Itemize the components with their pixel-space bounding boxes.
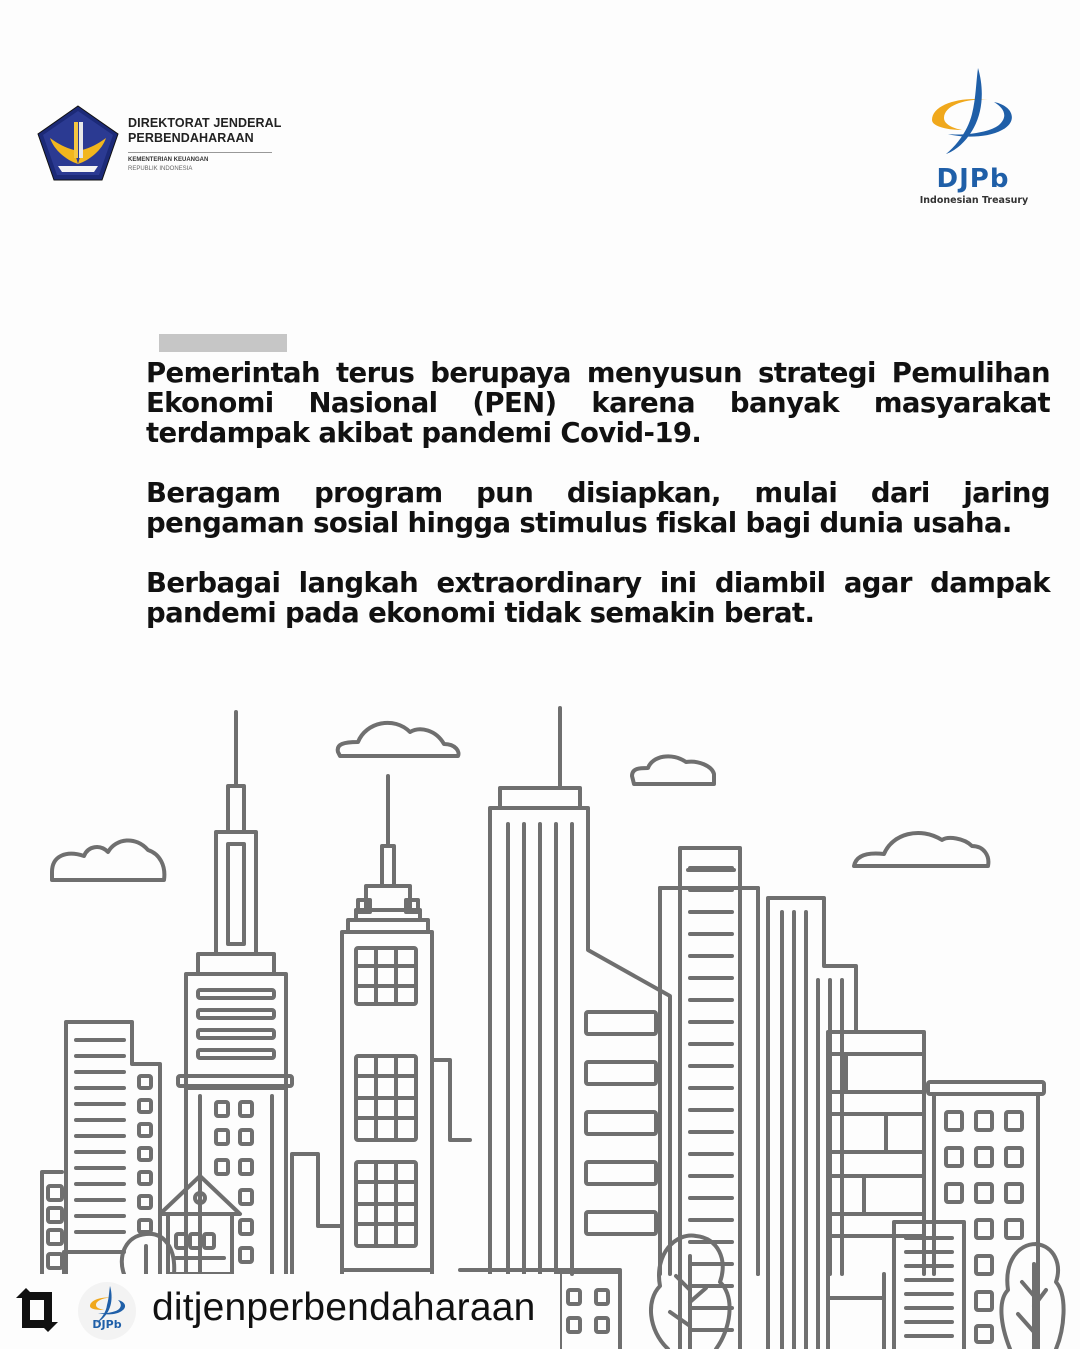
paragraph: Pemerintah terus berupaya menyusun strategi Pemulihan Ekonomi Nasional (PEN) karena banyak masyarakat terdampak akibat pandemi Covid-19. (146, 357, 1050, 449)
paragraph: Beragam program pun disiapkan, mulai dari jaring pengaman sosial hingga stimulus fiskal bagi dunia usaha. (146, 477, 1050, 539)
paragraph: Berbagai langkah extraordinary ini diambil agar dampak pandemi pada ekonomi tidak semakin berat. (146, 567, 1050, 629)
cloud-icon (338, 723, 459, 756)
avatar[interactable] (78, 1282, 136, 1340)
org-name (128, 116, 282, 146)
logo-divider (128, 152, 272, 153)
kemenkeu-logo (36, 104, 296, 184)
cloud-icon (52, 840, 164, 880)
window-grid (356, 948, 416, 1246)
cloud-icon (632, 756, 714, 784)
city-skyline-illustration (0, 690, 1080, 1349)
username-link[interactable]: ditjenperbendaharaan (152, 1286, 536, 1329)
djpb-wordmark: DJPb (936, 164, 1010, 194)
article-body (146, 358, 1050, 658)
redaction-bar (159, 334, 287, 352)
cloud-icon (854, 833, 988, 866)
avatar-label: DJPb (92, 1318, 122, 1331)
repost-attribution-bar (0, 1274, 560, 1349)
window-lines (76, 1040, 124, 1232)
djpb-logo (910, 64, 1040, 214)
djpb-avatar-mark-icon (78, 1282, 136, 1340)
country-name: REPUBLIK INDONESIA (128, 166, 193, 172)
org-name-line1: DIREKTORAT JENDERAL (128, 116, 282, 130)
djpb-tagline: Indonesian Treasury (919, 195, 1029, 206)
org-name-line2: PERBENDAHARAAN (128, 131, 254, 145)
repost-icon[interactable] (14, 1288, 60, 1332)
djpb-mark-icon (922, 64, 1022, 160)
kemenkeu-emblem-icon (36, 104, 120, 182)
ministry-name: KEMENTERIAN KEUANGAN (128, 157, 209, 163)
